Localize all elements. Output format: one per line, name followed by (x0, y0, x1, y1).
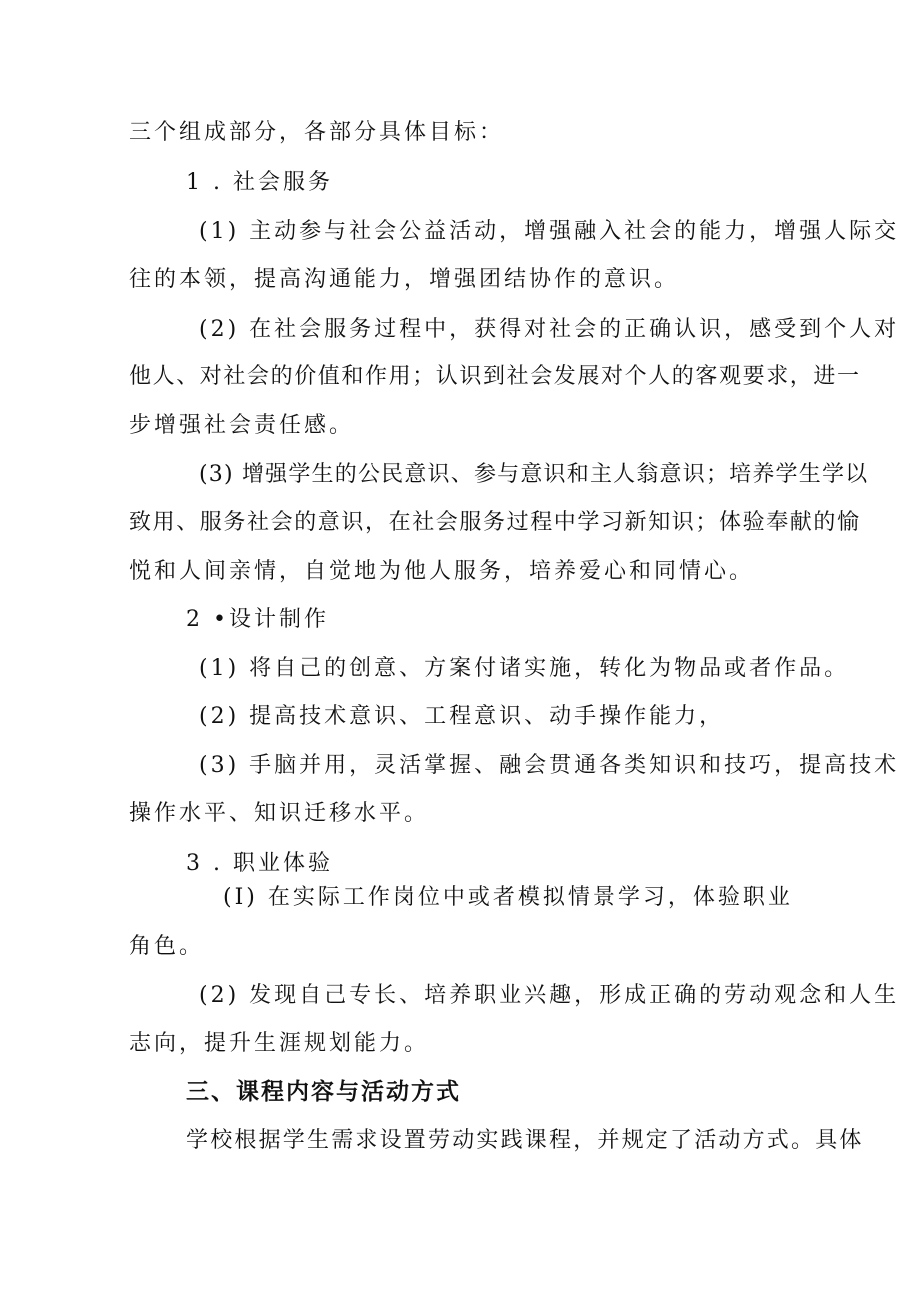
text-line: 悦和人间亲情，自觉地为他人服务，培养爱心和同情心。 (129, 559, 755, 584)
text-line: (1) 将自己的创意、方案付诸实施，转化为物品或者作品。 (199, 656, 850, 681)
text-line: (2) 发现自己专长、培养职业兴趣，形成正确的劳动观念和人生 (199, 983, 900, 1008)
text-line: 致用、服务社会的意识，在社会服务过程中学习新知识；体验奉献的愉 (129, 510, 861, 535)
text-line: 操作水平、知识迁移水平。 (129, 801, 430, 826)
text-line: (2) 在社会服务过程中，获得对社会的正确认识，感受到个人对 (199, 317, 900, 342)
text-line: (1) 主动参与社会公益活动，增强融入社会的能力，增强人际交 (199, 219, 900, 244)
text-line: (2) 提高技术意识、工程意识、动手操作能力， (199, 704, 725, 729)
text-line: (3) 增强学生的公民意识、参与意识和主人翁意识；培养学生学以 (199, 462, 869, 487)
section-title-design: 2 •设计制作 (186, 607, 329, 632)
section-title-social-service: 1 . 社会服务 (186, 170, 333, 195)
text-line: 往的本领，提高沟通能力，增强团结协作的意识。 (129, 267, 680, 292)
text-line: 学校根据学生需求设置劳动实践课程，并规定了活动方式。具体 (186, 1128, 864, 1153)
text-line-intro: 三个组成部分，各部分具体目标： (129, 120, 505, 145)
section-title-career: 3 . 职业体验 (186, 851, 333, 876)
text-line: (3) 手脑并用，灵活掌握、融会贯通各类知识和技巧，提高技术 (199, 753, 900, 778)
text-line: 步增强社会责任感。 (129, 413, 355, 438)
text-line: (I) 在实际工作岗位中或者模拟情景学习，体验职业 (223, 885, 793, 910)
heading-course-content: 三、课程内容与活动方式 (186, 1079, 461, 1105)
text-line: 他人、对社会的价值和作用；认识到社会发展对个人的客观要求，进一 (129, 364, 861, 389)
text-line: 志向，提升生涯规划能力。 (129, 1031, 430, 1056)
text-line: 角色。 (129, 934, 205, 959)
